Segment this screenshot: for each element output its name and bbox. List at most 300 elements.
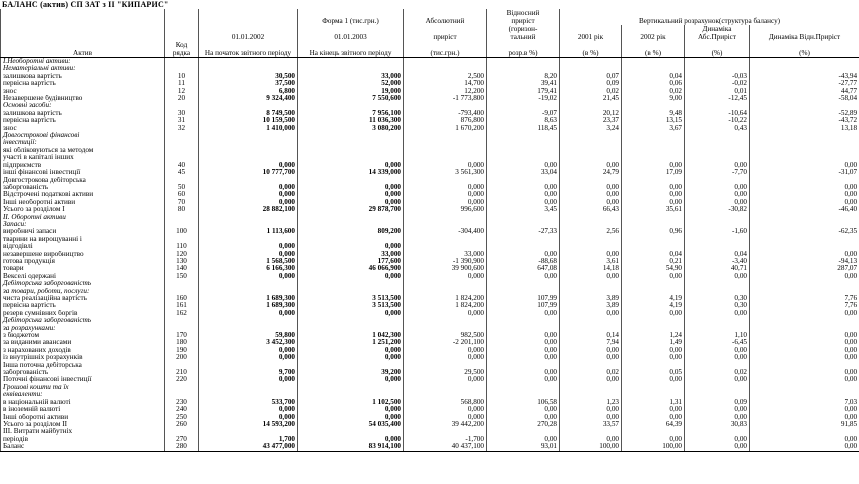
cell-ab bbox=[404, 139, 487, 146]
row-code: 190 bbox=[165, 347, 199, 354]
forma-label: Форма 1 (тис.грн.) bbox=[298, 9, 404, 25]
row-code bbox=[165, 221, 199, 228]
row-label: Грошові кошти та їх bbox=[1, 384, 165, 391]
cell-e: 0,000 bbox=[298, 354, 404, 361]
cell-da: -6,45 bbox=[685, 339, 750, 346]
cell-e: 809,200 bbox=[298, 228, 404, 235]
cell-v2 bbox=[622, 58, 685, 66]
cell-e: 52,000 bbox=[298, 80, 404, 87]
cell-da: 0,00 bbox=[685, 347, 750, 354]
cell-dv bbox=[750, 214, 859, 221]
cell-p bbox=[199, 147, 298, 154]
cell-ab: 1 824,200 bbox=[404, 302, 487, 309]
cell-p: 0,000 bbox=[199, 251, 298, 258]
cell-vr bbox=[487, 147, 560, 154]
cell-dv bbox=[750, 317, 859, 324]
cell-v1 bbox=[560, 221, 622, 228]
table-row bbox=[1, 443, 859, 451]
table-row bbox=[1, 406, 859, 413]
cell-e: 3 080,200 bbox=[298, 125, 404, 132]
cell-dv: 7,03 bbox=[750, 399, 859, 406]
cell-p bbox=[199, 236, 298, 243]
cell-v1 bbox=[560, 317, 622, 324]
cell-ab bbox=[404, 147, 487, 154]
cell-e: 3 513,500 bbox=[298, 295, 404, 302]
cell-ab bbox=[404, 132, 487, 139]
row-label: незавершене виробництво bbox=[1, 251, 165, 258]
cell-ab bbox=[404, 362, 487, 369]
cell-v1 bbox=[560, 139, 622, 146]
cell-e: 0,000 bbox=[298, 191, 404, 198]
cell-vr: 0,00 bbox=[487, 191, 560, 198]
cell-dv: 0,00 bbox=[750, 414, 859, 421]
cell-da: 30,83 bbox=[685, 421, 750, 428]
cell-e: 54 035,400 bbox=[298, 421, 404, 428]
row-label: заборгованість bbox=[1, 184, 165, 191]
cell-e: 177,600 bbox=[298, 258, 404, 265]
cell-da: -0,02 bbox=[685, 80, 750, 87]
cell-da bbox=[685, 384, 750, 391]
cell-v2: 0,00 bbox=[622, 184, 685, 191]
table-row bbox=[1, 199, 859, 206]
cell-da: 0,00 bbox=[685, 184, 750, 191]
row-label: Відстрочені податкові активи bbox=[1, 191, 165, 198]
row-label: Довгострокові фінансові bbox=[1, 132, 165, 139]
row-label: І.Необоротні активи: bbox=[1, 58, 165, 66]
table-row bbox=[1, 251, 859, 258]
cell-v1: 0,00 bbox=[560, 376, 622, 383]
cell-p: 0,000 bbox=[199, 273, 298, 280]
cell-e bbox=[298, 65, 404, 72]
cell-p bbox=[199, 221, 298, 228]
row-label: з бюджетом bbox=[1, 332, 165, 339]
cell-e: 0,000 bbox=[298, 199, 404, 206]
row-label: ІІ. Оборотні активи bbox=[1, 214, 165, 221]
cell-v2 bbox=[622, 428, 685, 435]
row-code: 260 bbox=[165, 421, 199, 428]
dyn-abs-header: Динаміка Абс.Приріст bbox=[685, 25, 750, 41]
cell-v2: 9,00 bbox=[622, 95, 685, 102]
row-label: Баланс bbox=[1, 443, 165, 451]
cell-dv: 91,85 bbox=[750, 421, 859, 428]
row-label: Незавершене будівництво bbox=[1, 95, 165, 102]
row-code: 210 bbox=[165, 369, 199, 376]
table-row bbox=[1, 177, 859, 184]
balance-table bbox=[0, 9, 859, 452]
cell-v2: 17,09 bbox=[622, 169, 685, 176]
cell-da bbox=[685, 325, 750, 332]
vidn-header: Відносний приріст bbox=[487, 9, 560, 25]
cell-vr bbox=[487, 177, 560, 184]
cell-v1: 21,45 bbox=[560, 95, 622, 102]
cell-ab bbox=[404, 288, 487, 295]
cell-vr bbox=[487, 132, 560, 139]
table-row bbox=[1, 280, 859, 287]
cell-v1 bbox=[560, 154, 622, 161]
cell-v1 bbox=[560, 236, 622, 243]
cell-da bbox=[685, 280, 750, 287]
cell-dv: -43,72 bbox=[750, 117, 859, 124]
cell-ab bbox=[404, 428, 487, 435]
row-code: 50 bbox=[165, 184, 199, 191]
cell-v2 bbox=[622, 243, 685, 250]
cell-v1 bbox=[560, 102, 622, 109]
cell-p bbox=[199, 325, 298, 332]
cell-vr bbox=[487, 154, 560, 161]
cell-v1: 0,00 bbox=[560, 347, 622, 354]
cell-vr bbox=[487, 280, 560, 287]
cell-dv: 0,00 bbox=[750, 339, 859, 346]
row-code bbox=[165, 147, 199, 154]
cell-e bbox=[298, 102, 404, 109]
row-code bbox=[165, 288, 199, 295]
cell-v1: 0,00 bbox=[560, 354, 622, 361]
cell-v1: 0,00 bbox=[560, 406, 622, 413]
cell-dv: 0,00 bbox=[750, 436, 859, 443]
row-label: Інша поточна дебіторська bbox=[1, 362, 165, 369]
cell-ab: -1 390,900 bbox=[404, 258, 487, 265]
cell-v1 bbox=[560, 428, 622, 435]
cell-ab: 12,200 bbox=[404, 88, 487, 95]
cell-vr: 8,63 bbox=[487, 117, 560, 124]
cell-vr: 93,01 bbox=[487, 443, 560, 451]
row-label: Запаси: bbox=[1, 221, 165, 228]
cell-ab: 0,000 bbox=[404, 406, 487, 413]
cell-v1: 0,02 bbox=[560, 88, 622, 95]
row-code bbox=[165, 177, 199, 184]
cell-v2: 0,02 bbox=[622, 88, 685, 95]
cell-p: 3 452,300 bbox=[199, 339, 298, 346]
cell-dv bbox=[750, 236, 859, 243]
cell-dv bbox=[750, 102, 859, 109]
cell-dv: 7,76 bbox=[750, 295, 859, 302]
row-label: інвестиції: bbox=[1, 139, 165, 146]
row-code: 240 bbox=[165, 406, 199, 413]
cell-ab bbox=[404, 154, 487, 161]
cell-p: 0,000 bbox=[199, 199, 298, 206]
row-label: Усього за розділом І bbox=[1, 206, 165, 213]
cell-vr: 0,00 bbox=[487, 369, 560, 376]
cell-vr: 647,08 bbox=[487, 265, 560, 272]
row-label: Довгострокова дебіторська bbox=[1, 177, 165, 184]
cell-dv: 0,00 bbox=[750, 354, 859, 361]
cell-e: 3 513,500 bbox=[298, 302, 404, 309]
row-code bbox=[165, 280, 199, 287]
cell-e bbox=[298, 391, 404, 398]
cell-vr: 0,00 bbox=[487, 199, 560, 206]
cell-v1: 0,00 bbox=[560, 310, 622, 317]
table-row bbox=[1, 169, 859, 176]
cell-e bbox=[298, 214, 404, 221]
na-pochatok-header: На початок звітного періоду bbox=[199, 41, 298, 58]
cell-v1: 0,09 bbox=[560, 80, 622, 87]
cell-ab: 40 437,100 bbox=[404, 443, 487, 451]
cell-e: 0,000 bbox=[298, 273, 404, 280]
cell-e: 0,000 bbox=[298, 347, 404, 354]
cell-p bbox=[199, 288, 298, 295]
cell-ab: 0,000 bbox=[404, 376, 487, 383]
cell-ab: 0,000 bbox=[404, 273, 487, 280]
cell-ab bbox=[404, 325, 487, 332]
cell-v1: 0,00 bbox=[560, 273, 622, 280]
cell-vr: 0,00 bbox=[487, 273, 560, 280]
row-label: товари bbox=[1, 265, 165, 272]
cell-da: 0,00 bbox=[685, 199, 750, 206]
cell-p: 0,000 bbox=[199, 191, 298, 198]
cell-v1 bbox=[560, 391, 622, 398]
cell-v2 bbox=[622, 317, 685, 324]
cell-dv bbox=[750, 280, 859, 287]
cell-vr bbox=[487, 65, 560, 72]
row-code: 30 bbox=[165, 110, 199, 117]
cell-ab: 876,800 bbox=[404, 117, 487, 124]
cell-ab: -1,700 bbox=[404, 436, 487, 443]
cell-v1: 24,79 bbox=[560, 169, 622, 176]
cell-p: 0,000 bbox=[199, 162, 298, 169]
cell-v2: 1,49 bbox=[622, 339, 685, 346]
cell-p: 1 689,300 bbox=[199, 295, 298, 302]
table-row bbox=[1, 139, 859, 146]
cell-p: 43 477,000 bbox=[199, 443, 298, 451]
cell-dv: 0,00 bbox=[750, 310, 859, 317]
cell-da: 0,00 bbox=[685, 406, 750, 413]
cell-ab bbox=[404, 177, 487, 184]
cell-dv bbox=[750, 384, 859, 391]
table-row bbox=[1, 80, 859, 87]
cell-dv: 0,00 bbox=[750, 406, 859, 413]
cell-v2 bbox=[622, 221, 685, 228]
row-code: 170 bbox=[165, 332, 199, 339]
cell-dv bbox=[750, 428, 859, 435]
cell-v2 bbox=[622, 214, 685, 221]
cell-vr bbox=[487, 317, 560, 324]
row-label: в іноземній валюті bbox=[1, 406, 165, 413]
row-code: 220 bbox=[165, 376, 199, 383]
cell-p bbox=[199, 384, 298, 391]
row-code bbox=[165, 236, 199, 243]
cell-v1 bbox=[560, 280, 622, 287]
cell-e: 39,200 bbox=[298, 369, 404, 376]
cell-e: 0,000 bbox=[298, 162, 404, 169]
cell-e: 1 102,500 bbox=[298, 399, 404, 406]
cell-ab: 1 824,200 bbox=[404, 295, 487, 302]
cell-v2: 0,04 bbox=[622, 73, 685, 80]
cell-ab bbox=[404, 317, 487, 324]
cell-p bbox=[199, 58, 298, 66]
cell-p bbox=[199, 317, 298, 324]
cell-ab: 0,000 bbox=[404, 354, 487, 361]
table-row bbox=[1, 428, 859, 435]
cell-vr: 0,00 bbox=[487, 414, 560, 421]
row-label: відгодівлі bbox=[1, 243, 165, 250]
cell-dv: 0,00 bbox=[750, 191, 859, 198]
table-row bbox=[1, 147, 859, 154]
cell-v2: 3,67 bbox=[622, 125, 685, 132]
cell-vr bbox=[487, 325, 560, 332]
row-code bbox=[165, 65, 199, 72]
cell-vr: 3,45 bbox=[487, 206, 560, 213]
cell-v1: 66,43 bbox=[560, 206, 622, 213]
cell-da bbox=[685, 214, 750, 221]
cell-e: 33,000 bbox=[298, 251, 404, 258]
cell-da: 0,30 bbox=[685, 302, 750, 309]
cell-v1: 2,56 bbox=[560, 228, 622, 235]
cell-vr: 0,00 bbox=[487, 339, 560, 346]
cell-p bbox=[199, 214, 298, 221]
table-row bbox=[1, 236, 859, 243]
table-row bbox=[1, 228, 859, 235]
cell-v2 bbox=[622, 362, 685, 369]
cell-v2: 35,61 bbox=[622, 206, 685, 213]
cell-ab: 0,000 bbox=[404, 310, 487, 317]
cell-e: 11 036,300 bbox=[298, 117, 404, 124]
row-label: за товари, роботи, послуги: bbox=[1, 288, 165, 295]
cell-v1 bbox=[560, 325, 622, 332]
table-row bbox=[1, 339, 859, 346]
cell-da: 0,04 bbox=[685, 251, 750, 258]
cell-ab: 996,600 bbox=[404, 206, 487, 213]
row-code: 32 bbox=[165, 125, 199, 132]
row-label: із внутрішніх розрахунків bbox=[1, 354, 165, 361]
cell-v1: 0,14 bbox=[560, 332, 622, 339]
cell-e bbox=[298, 147, 404, 154]
cell-p: 0,000 bbox=[199, 414, 298, 421]
row-label: чиста реалізаційна вартість bbox=[1, 295, 165, 302]
table-row bbox=[1, 421, 859, 428]
cell-p: 9,700 bbox=[199, 369, 298, 376]
row-code: 31 bbox=[165, 117, 199, 124]
cell-p: 10 777,700 bbox=[199, 169, 298, 176]
row-code: 280 bbox=[165, 443, 199, 451]
cell-v1 bbox=[560, 384, 622, 391]
cell-e: 46 066,900 bbox=[298, 265, 404, 272]
cell-ab bbox=[404, 65, 487, 72]
cell-vr bbox=[487, 428, 560, 435]
cell-ab bbox=[404, 221, 487, 228]
cell-v2: 0,05 bbox=[622, 369, 685, 376]
cell-da: 0,00 bbox=[685, 162, 750, 169]
cell-ab: 1 670,200 bbox=[404, 125, 487, 132]
cell-v1: 0,00 bbox=[560, 199, 622, 206]
abs-header: Абсолютний bbox=[404, 9, 487, 25]
row-code: 40 bbox=[165, 162, 199, 169]
cell-v2: 54,90 bbox=[622, 265, 685, 272]
cell-ab: -793,400 bbox=[404, 110, 487, 117]
cell-v2: 0,00 bbox=[622, 414, 685, 421]
cell-ab: -304,400 bbox=[404, 228, 487, 235]
cell-vr bbox=[487, 139, 560, 146]
table-row bbox=[1, 102, 859, 109]
cell-vr: 0,00 bbox=[487, 406, 560, 413]
row-label: ІІІ. Витрати майбутніх bbox=[1, 428, 165, 435]
cell-vr: 8,20 bbox=[487, 73, 560, 80]
cell-v2 bbox=[622, 325, 685, 332]
cell-dv: -58,04 bbox=[750, 95, 859, 102]
row-label: виробничі запаси bbox=[1, 228, 165, 235]
cell-p: 1 568,500 bbox=[199, 258, 298, 265]
cell-v1: 0,00 bbox=[560, 414, 622, 421]
cell-da: 0,02 bbox=[685, 369, 750, 376]
cell-v2: 0,06 bbox=[622, 80, 685, 87]
table-row bbox=[1, 376, 859, 383]
cell-v1 bbox=[560, 243, 622, 250]
cell-p: 37,500 bbox=[199, 80, 298, 87]
cell-v2: 0,00 bbox=[622, 354, 685, 361]
row-label: в національній валюті bbox=[1, 399, 165, 406]
table-row bbox=[1, 399, 859, 406]
table-row bbox=[1, 384, 859, 391]
abs-pryrist-label: приріст bbox=[404, 25, 487, 41]
cell-da bbox=[685, 362, 750, 369]
cell-v2: 1,31 bbox=[622, 399, 685, 406]
cell-e bbox=[298, 177, 404, 184]
cell-v1: 14,18 bbox=[560, 265, 622, 272]
row-code bbox=[165, 317, 199, 324]
cell-v1: 0,02 bbox=[560, 369, 622, 376]
cell-e: 0,000 bbox=[298, 436, 404, 443]
cell-ab: 29,500 bbox=[404, 369, 487, 376]
cell-v2: 0,00 bbox=[622, 406, 685, 413]
cell-vr: 0,00 bbox=[487, 184, 560, 191]
row-label: знос bbox=[1, 88, 165, 95]
cell-ab bbox=[404, 236, 487, 243]
cell-e: 0,000 bbox=[298, 243, 404, 250]
cell-da bbox=[685, 58, 750, 66]
cell-dv bbox=[750, 132, 859, 139]
cell-v2: 9,48 bbox=[622, 110, 685, 117]
row-label: Усього за розділом ІІ bbox=[1, 421, 165, 428]
cell-dv bbox=[750, 325, 859, 332]
table-row bbox=[1, 288, 859, 295]
cell-v2 bbox=[622, 147, 685, 154]
row-code bbox=[165, 154, 199, 161]
cell-v1 bbox=[560, 147, 622, 154]
cell-p: 59,800 bbox=[199, 332, 298, 339]
cell-e bbox=[298, 288, 404, 295]
table-row bbox=[1, 184, 859, 191]
table-row bbox=[1, 295, 859, 302]
table-row bbox=[1, 110, 859, 117]
cell-dv: -94,13 bbox=[750, 258, 859, 265]
table-row bbox=[1, 391, 859, 398]
row-code: 120 bbox=[165, 251, 199, 258]
cell-vr: 39,41 bbox=[487, 80, 560, 87]
cell-ab: 0,000 bbox=[404, 184, 487, 191]
cell-da: 0,00 bbox=[685, 273, 750, 280]
cell-p bbox=[199, 280, 298, 287]
cell-dv bbox=[750, 154, 859, 161]
cell-e: 33,000 bbox=[298, 73, 404, 80]
row-code: 60 bbox=[165, 191, 199, 198]
aktyv-header: Актив bbox=[1, 41, 165, 58]
cell-ab bbox=[404, 102, 487, 109]
cell-v2 bbox=[622, 288, 685, 295]
row-label: знос bbox=[1, 125, 165, 132]
cell-v2 bbox=[622, 384, 685, 391]
cell-da: -0,03 bbox=[685, 73, 750, 80]
cell-vr: -9,07 bbox=[487, 110, 560, 117]
cell-dv bbox=[750, 58, 859, 66]
cell-p: 1,700 bbox=[199, 436, 298, 443]
row-code: 45 bbox=[165, 169, 199, 176]
cell-da bbox=[685, 391, 750, 398]
kod-header: Код рядка bbox=[165, 41, 199, 58]
cell-da: 0,01 bbox=[685, 88, 750, 95]
row-code bbox=[165, 102, 199, 109]
cell-dv: 0,00 bbox=[750, 347, 859, 354]
row-code: 80 bbox=[165, 206, 199, 213]
table-row bbox=[1, 243, 859, 250]
